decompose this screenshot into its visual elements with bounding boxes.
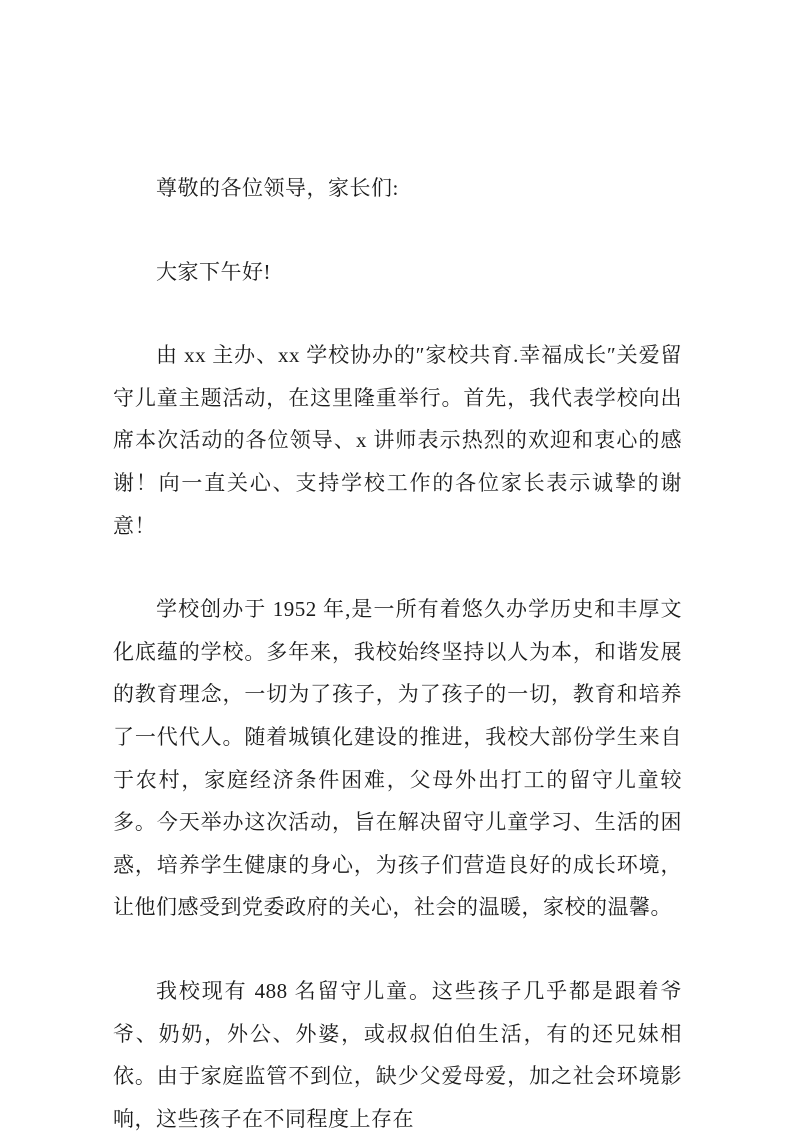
paragraph: 学校创办于 1952 年,是一所有着悠久办学历史和丰厚文化底蕴的学校。多年来，我校始终坚持以人为本，和谐发展的教育理念，一切为了孩子，为了孩子的一切，教育和培养了一代代人。随着城镇化建设的推进，我校大部份学生来自于农村，家庭经济条件困难，父母外出打工的留守儿童较多。今天举办这次活动，旨在解决留守儿童学习、生活的困惑，培养学生健康的身心，为孩子们营造良好的成长环境，让他们感受到党委政府的关心，社会的温暖，家校的温馨。 (113, 597, 682, 920)
paragraph: 尊敬的各位领导，家长们: (156, 176, 399, 200)
paragraph: 我校现有 488 名留守儿童。这些孩子几乎都是跟着爷爷、奶奶，外公、外婆，或叔叔伯伯生活，有的还兄妹相依。由于家庭监管不到位，缺少父爱母爱，加之社会环境影响，这些孩子在不同程度上存在 (113, 978, 682, 1131)
document-body (113, 167, 682, 1140)
paragraph: 大家下午好! (156, 259, 271, 284)
paragraph: 由 xx 主办、xx 学校协办的″家校共育.幸福成长″关爱留守儿童主题活动，在这里隆重举行。首先，我代表学校向出席本次活动的各位领导、x 讲师表示热烈的欢迎和衷心的感谢！向一直关心、支持学校工作的各位家长表示诚挚的谢意！ (113, 343, 682, 538)
